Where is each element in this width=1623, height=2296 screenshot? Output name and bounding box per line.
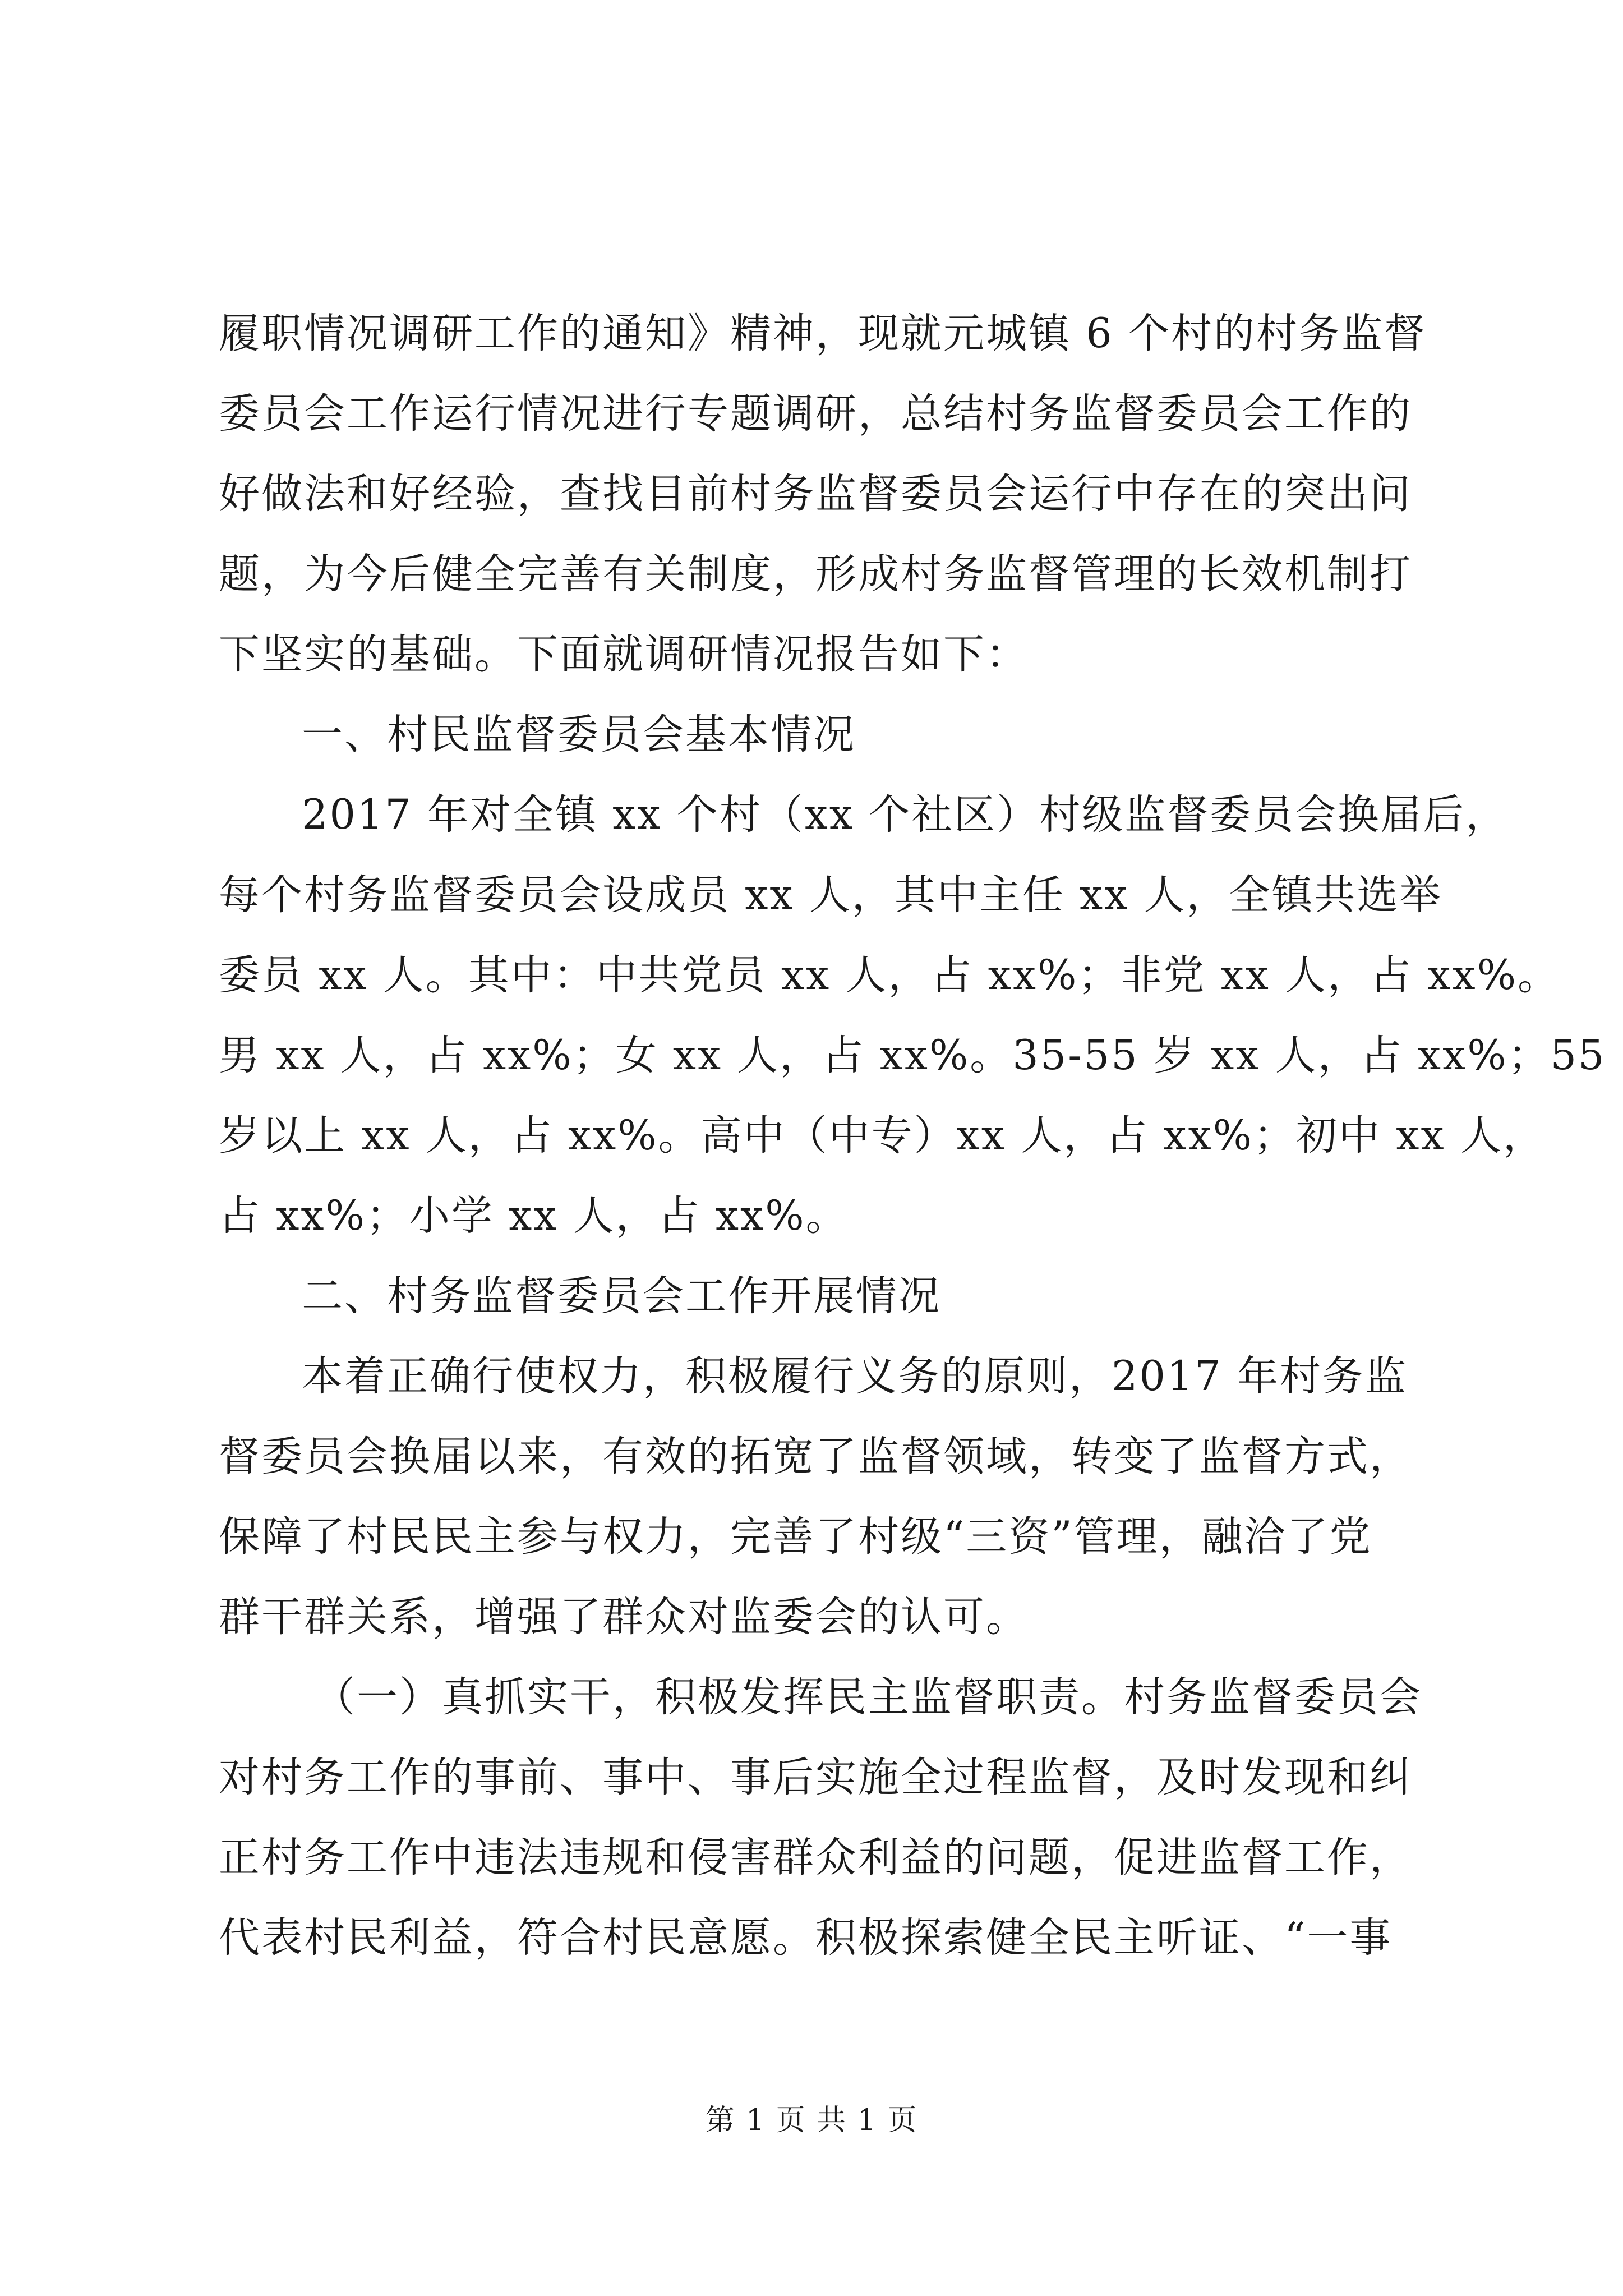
- paragraph-line: 下坚实的基础。下面就调研情况报告如下：: [219, 631, 1029, 678]
- paragraph-line: 保障了村民民主参与权力，完善了村级“三资”管理，融洽了党: [219, 1513, 1372, 1561]
- paragraph-line: 督委员会换届以来，有效的拓宽了监督领域，转变了监督方式，: [219, 1433, 1412, 1480]
- paragraph-line: 委员 xx 人。其中：中共党员 xx 人，占 xx%；非党 xx 人，占 xx%。: [219, 951, 1561, 999]
- paragraph-line: 正村务工作中违法违规和侵害群众利益的问题，促进监督工作，: [219, 1834, 1412, 1881]
- paragraph-line: 本着正确行使权力，积极履行义务的原则，2017 年村务监: [302, 1352, 1408, 1400]
- section-heading-1: 一、村民监督委员会基本情况: [302, 711, 856, 758]
- paragraph-line: 群干群关系，增强了群众对监委会的认可。: [219, 1593, 1029, 1641]
- section-heading-2: 二、村务监督委员会工作开展情况: [302, 1272, 941, 1320]
- paragraph-line: 好做法和好经验，查找目前村务监督委员会运行中存在的突出问: [219, 470, 1412, 518]
- paragraph-line: 代表村民利益，符合村民意愿。积极探索健全民主听证、“一事: [219, 1914, 1393, 1962]
- paragraph-line: 占 xx%；小学 xx 人，占 xx%。: [219, 1192, 849, 1240]
- paragraph-line: 岁以上 xx 人，占 xx%。高中（中专）xx 人，占 xx%；初中 xx 人，: [219, 1112, 1546, 1159]
- paragraph-line: 每个村务监督委员会设成员 xx 人，其中主任 xx 人，全镇共选举: [219, 871, 1442, 919]
- paragraph-line: 题，为今后健全完善有关制度，形成村务监督管理的长效机制打: [219, 550, 1412, 598]
- paragraph-line: 2017 年对全镇 xx 个村（xx 个社区）村级监督委员会换届后，: [302, 791, 1509, 839]
- paragraph-line: 对村务工作的事前、事中、事后实施全过程监督，及时发现和纠: [219, 1754, 1412, 1801]
- page-number-footer: 第 1 页 共 1 页: [705, 2104, 918, 2137]
- paragraph-line: 委员会工作运行情况进行专题调研，总结村务监督委员会工作的: [219, 390, 1412, 438]
- subsection-line: （一）真抓实干，积极发挥民主监督职责。村务监督委员会: [314, 1673, 1422, 1721]
- paragraph-line: 履职情况调研工作的通知》精神，现就元城镇 6 个村的村务监督: [219, 310, 1427, 357]
- paragraph-line: 男 xx 人，占 xx%；女 xx 人，占 xx%。35-55 岁 xx 人，占 xx%；55: [219, 1032, 1606, 1079]
